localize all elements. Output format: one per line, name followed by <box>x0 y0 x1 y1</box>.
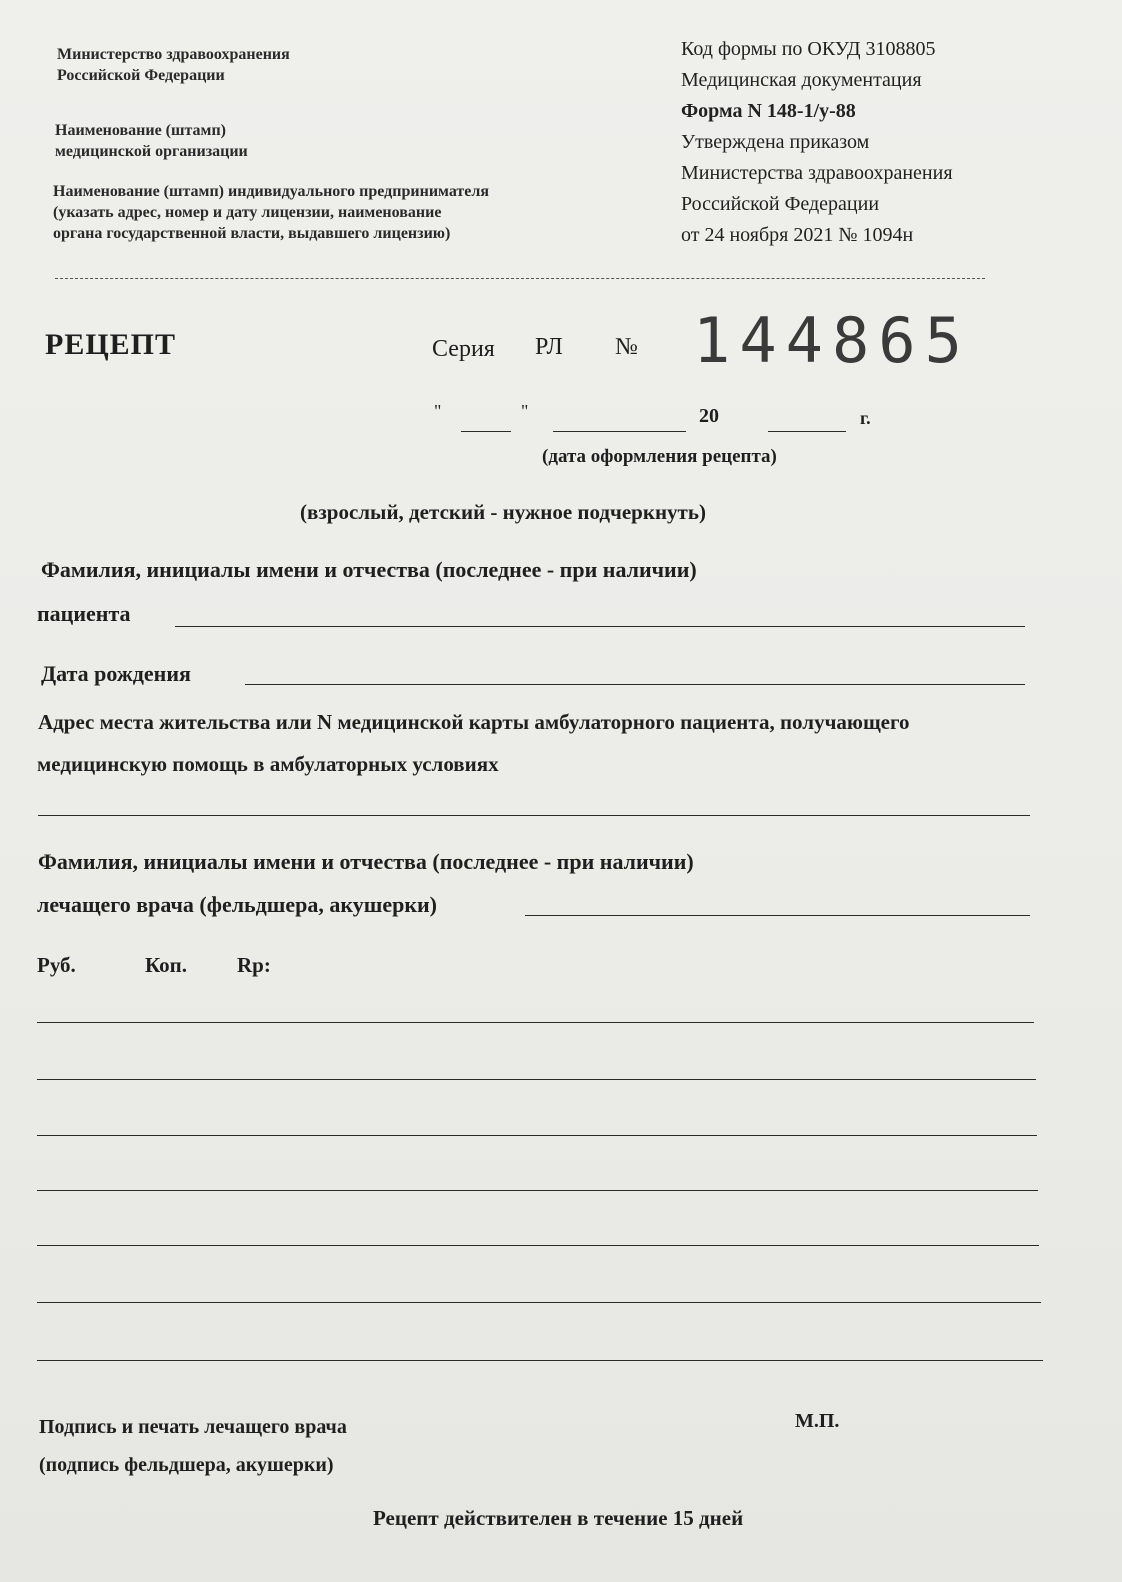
date-caption: (дата оформления рецепта) <box>542 446 777 467</box>
address-label-1: Адрес места жительства или N медицинской карты амбулаторного пациента, получающего <box>38 710 910 734</box>
approved-ministry-2: Российской Федерации <box>681 193 880 215</box>
patient-name-field[interactable] <box>175 626 1025 627</box>
rx-line[interactable] <box>37 1245 1039 1246</box>
validity-note: Рецепт действителен в течение 15 дней <box>373 1506 744 1530</box>
form-number: Форма N 148-1/у-88 <box>681 100 856 122</box>
ministry-block <box>57 44 290 86</box>
birth-date-field[interactable] <box>245 684 1025 685</box>
page-title: РЕЦЕПТ <box>45 328 177 361</box>
address-field[interactable] <box>38 815 1030 816</box>
year-prefix: 20 <box>699 405 719 427</box>
org-stamp-block <box>55 120 248 162</box>
rx-line[interactable] <box>37 1302 1041 1303</box>
rx-line[interactable] <box>37 1190 1038 1191</box>
ip-stamp-line-3: органа государственной власти, выдавшего лицензию) <box>53 225 451 242</box>
patient-label: пациента <box>37 601 131 626</box>
approved-date: от 24 ноября 2021 № 1094н <box>681 224 914 246</box>
prescription-number: 144865 <box>693 304 971 377</box>
org-stamp-line-1: Наименование (штамп) <box>55 122 226 139</box>
rp-label: Rp: <box>237 953 271 977</box>
address-label-2: медицинскую помощь в амбулаторных условиях <box>37 752 499 776</box>
rx-line[interactable] <box>37 1360 1043 1361</box>
year-field[interactable] <box>768 431 846 432</box>
ip-stamp-block <box>53 181 489 244</box>
okud-code: Код формы по ОКУД 3108805 <box>681 38 936 60</box>
patient-name-label: Фамилия, инициалы имени и отчества (последнее - при наличии) <box>41 557 697 582</box>
day-field[interactable] <box>461 431 511 432</box>
rx-line[interactable] <box>37 1079 1036 1080</box>
signature-sublabel: (подпись фельдшера, акушерки) <box>39 1454 334 1476</box>
approved-ministry-1: Министерства здравоохранения <box>681 162 953 184</box>
separator-dashed <box>55 278 985 279</box>
date-quote-close: " <box>521 401 529 421</box>
ip-stamp-line-2: (указать адрес, номер и дату лицензии, наименование <box>53 204 442 221</box>
doctor-role-label: лечащего врача (фельдшера, акушерки) <box>37 892 437 917</box>
ministry-line-2: Российской Федерации <box>57 67 225 84</box>
series-value: РЛ <box>535 334 563 360</box>
ministry-line-1: Министерство здравоохранения <box>57 46 290 63</box>
org-stamp-line-2: медицинской организации <box>55 143 248 160</box>
series-label: Серия <box>432 336 495 362</box>
month-field[interactable] <box>553 431 686 432</box>
number-sign: № <box>615 334 638 360</box>
rx-line[interactable] <box>37 1135 1037 1136</box>
date-quote-open: " <box>434 401 442 421</box>
birth-date-label: Дата рождения <box>41 661 191 686</box>
signature-label: Подпись и печать лечащего врача <box>39 1416 347 1438</box>
stamp-place-label: М.П. <box>795 1410 840 1432</box>
year-suffix: г. <box>860 408 871 428</box>
medical-doc-label: Медицинская документация <box>681 69 922 91</box>
rub-label: Руб. <box>37 953 76 977</box>
ip-stamp-line-1: Наименование (штамп) индивидуального предпринимателя <box>53 183 489 200</box>
rx-line[interactable] <box>37 1022 1034 1023</box>
doctor-name-label: Фамилия, инициалы имени и отчества (последнее - при наличии) <box>38 849 694 874</box>
kop-label: Коп. <box>145 953 188 977</box>
doctor-name-field[interactable] <box>525 915 1030 916</box>
approved-label: Утверждена приказом <box>681 131 870 153</box>
form-info-block <box>681 34 953 251</box>
age-note: (взрослый, детский - нужное подчеркнуть) <box>300 500 706 524</box>
